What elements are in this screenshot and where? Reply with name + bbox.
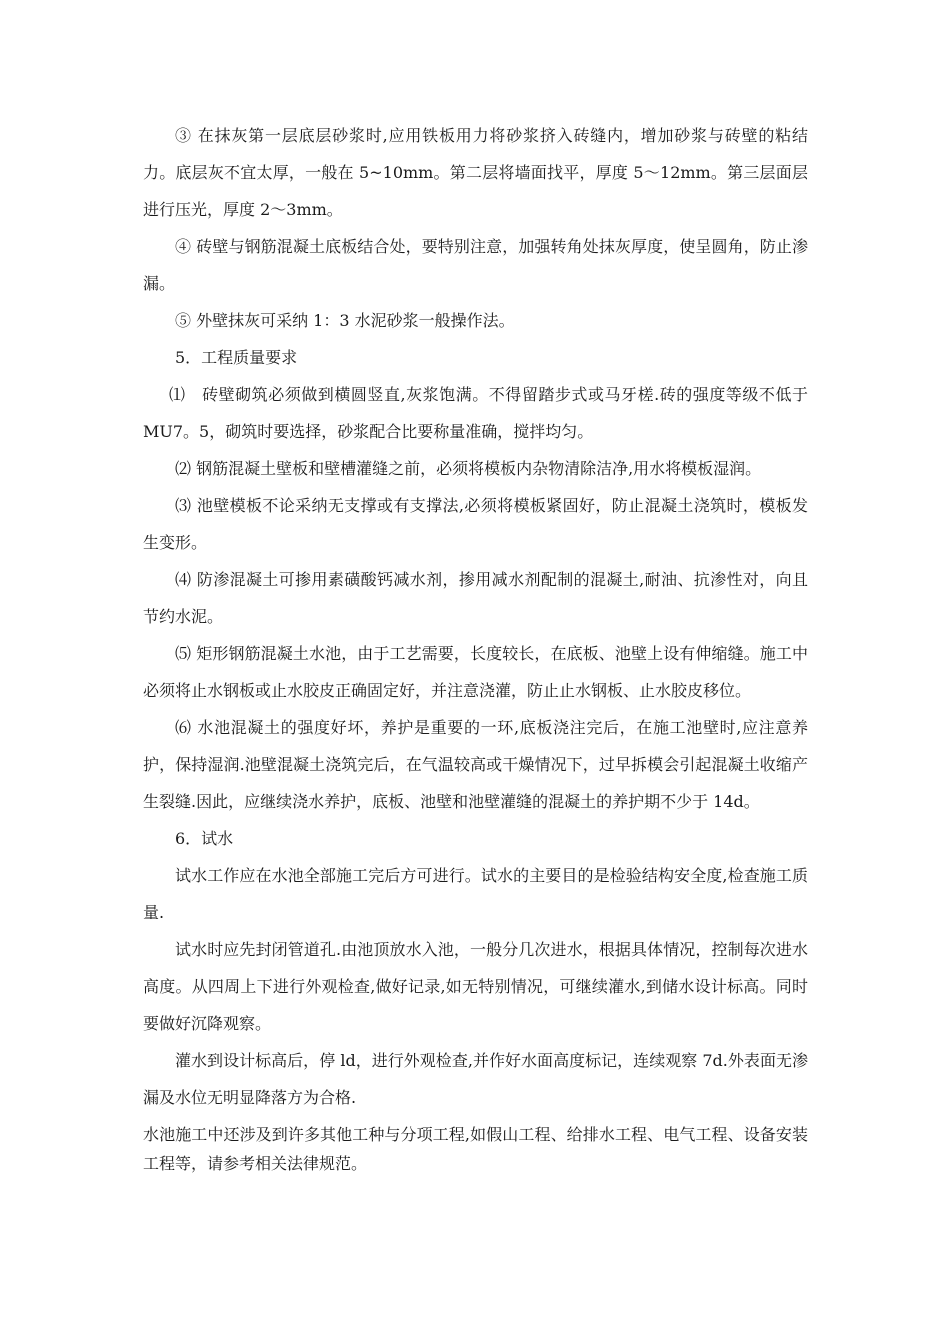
section-heading-water-test: 6．试水 xyxy=(175,829,234,848)
paragraph-closing-note: 水池施工中还涉及到许多其他工种与分项工程,如假山工程、给排水工程、电气工程、设备安装工程等，请参考相关法律规范。 xyxy=(143,1125,808,1173)
quality-item-5: ⑸ 矩形钢筋混凝土水池，由于工艺需要，长度较长，在底板、池壁上设有伸缩缝。施工中必须将止水钢板或止水胶皮正确固定好，并注意浇灌，防止止水钢板、止水胶皮移位。 xyxy=(143,644,808,700)
paragraph-water-test-procedure: 试水时应先封闭管道孔.由池顶放水入池，一般分几次进水，根据具体情况，控制每次进水高度。从四周上下进行外观检查,做好记录,如无特别情况，可继续灌水,到储水设计标高。同时要做好沉降观察。 xyxy=(143,940,808,1033)
quality-item-3: ⑶ 池壁模板不论采纳无支撑或有支撑法,必须将模板紧固好，防止混凝土浇筑时，模板发生变形。 xyxy=(143,496,808,552)
paragraph-water-test-acceptance: 灌水到设计标高后，停 ld，进行外观检查,并作好水面高度标记，连续观察 7d.外表面无渗漏及水位无明显降落方为合格. xyxy=(143,1051,808,1107)
section-heading-quality-requirements: 5．工程质量要求 xyxy=(175,348,298,367)
paragraph-water-test-purpose: 试水工作应在水池全部施工完后方可进行。试水的主要目的是检验结构安全度,检查施工质量. xyxy=(143,866,808,922)
document-body xyxy=(143,117,808,1178)
quality-item-1: ⑴ 砖壁砌筑必须做到横圆竖直,灰浆饱满。不得留踏步式或马牙槎.砖的强度等级不低于 MU7。5，砌筑时要选择，砂浆配合比要称量准确，搅拌均匀。 xyxy=(143,385,808,441)
quality-item-6: ⑹ 水池混凝土的强度好坏，养护是重要的一环,底板浇注完后，在施工池壁时,应注意养护，保持湿润.池壁混凝土浇筑完后，在气温较高或干燥情况下，过早拆模会引起混凝土收缩产生裂缝.因此，应继续浇水养护，底板、池壁和池壁灌缝的混凝土的养护期不少于 14d。 xyxy=(143,718,808,811)
quality-item-2: ⑵ 钢筋混凝土壁板和壁槽灌缝之前，必须将模板内杂物清除洁净,用水将模板湿润。 xyxy=(175,459,762,478)
paragraph-brick-wall-junction: ④ 砖壁与钢筋混凝土底板结合处，要特别注意，加强转角处抹灰厚度，使呈圆角，防止渗漏。 xyxy=(143,237,808,293)
paragraph-plaster-first-layer: ③ 在抹灰第一层底层砂浆时,应用铁板用力将砂浆挤入砖缝内，增加砂浆与砖壁的粘结力。底层灰不宜太厚，一般在 5~10mm。第二层将墙面找平，厚度 5～12mm。第三层面层进行压光，厚度 2～3mm。 xyxy=(143,126,808,219)
paragraph-external-wall-plaster: ⑤ 外壁抹灰可采纳 1：3 水泥砂浆一般操作法。 xyxy=(175,311,515,330)
quality-item-4: ⑷ 防渗混凝土可掺用素磺酸钙减水剂，掺用减水剂配制的混凝土,耐油、抗渗性对，向且节约水泥。 xyxy=(143,570,808,626)
